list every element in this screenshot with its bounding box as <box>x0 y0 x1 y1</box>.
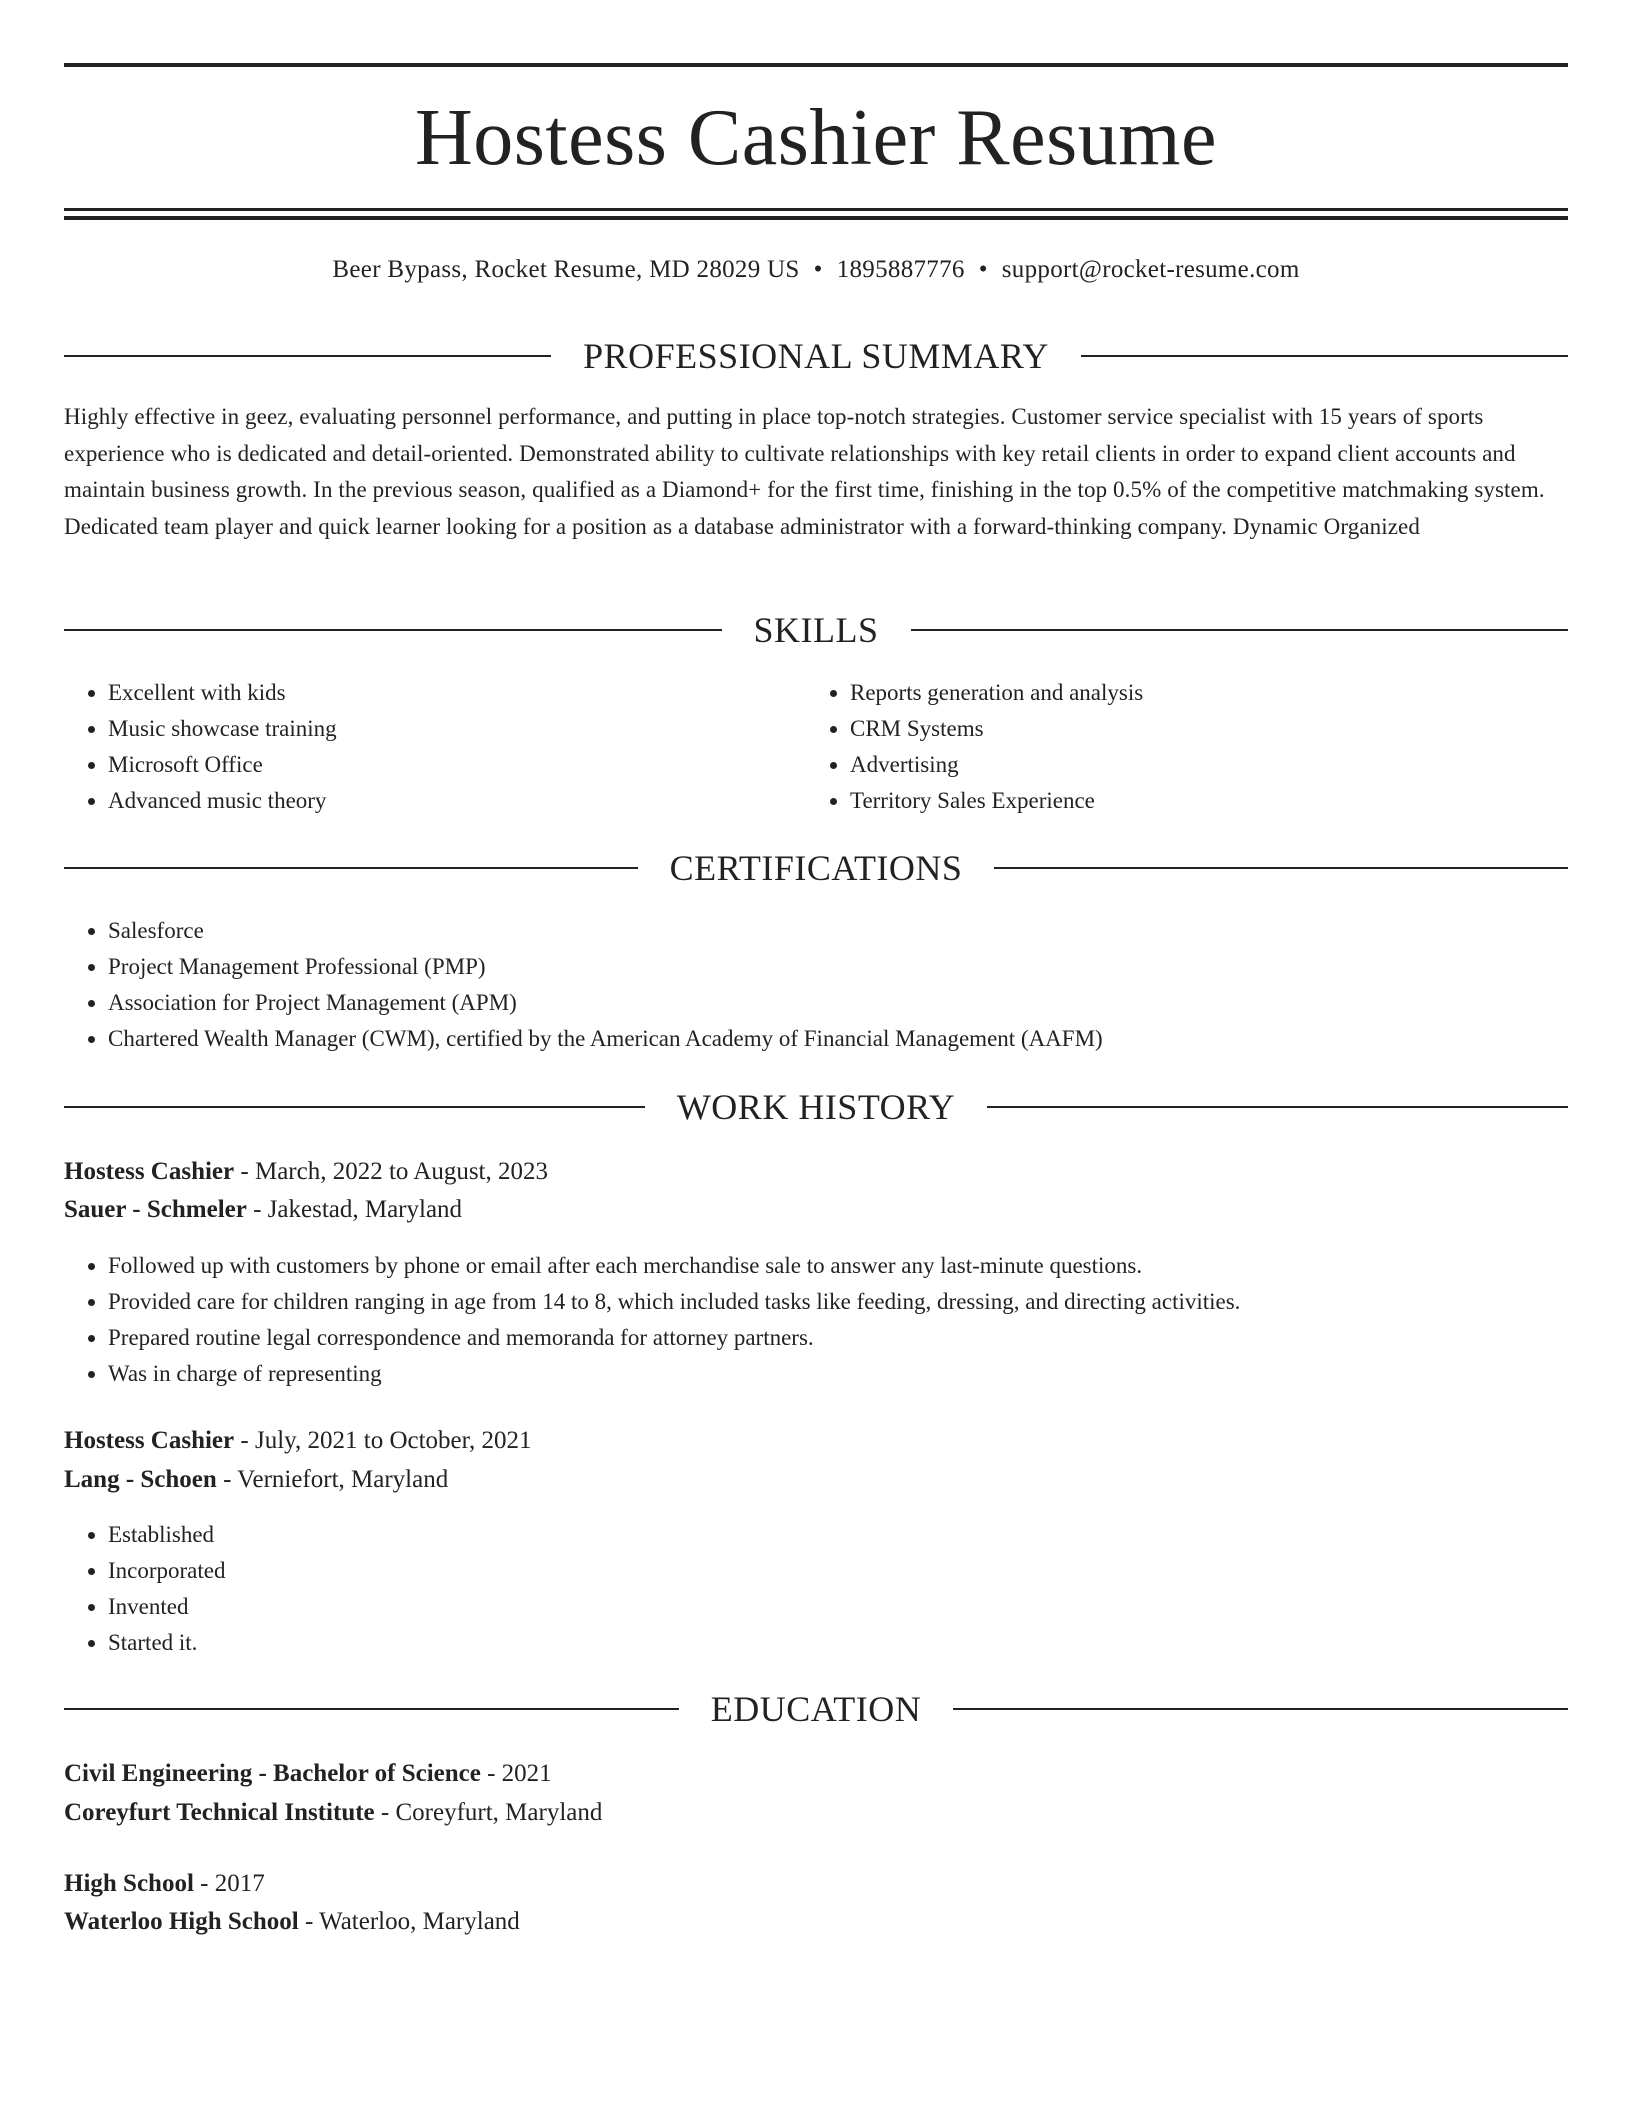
job-title-line <box>64 1422 1568 1460</box>
job-company-line <box>64 1461 1568 1499</box>
divider-line <box>64 1708 679 1710</box>
certification-item: • Salesforce <box>108 913 1568 949</box>
job-duty-item: • Was in charge of representing <box>108 1356 1568 1392</box>
job-title: Hostess Cashier <box>64 1427 235 1454</box>
contact-line <box>64 252 1568 288</box>
job-company: Lang - Schoen <box>64 1466 217 1493</box>
section-title: PROFESSIONAL SUMMARY <box>583 336 1049 376</box>
skills-column-left <box>64 675 806 819</box>
certification-item: • Association for Project Management (APM) <box>108 985 1568 1021</box>
section-header-summary <box>64 332 1568 380</box>
job-title-line <box>64 1153 1568 1191</box>
contact-address: Beer Bypass, Rocket Resume, MD 28029 US <box>332 256 800 283</box>
job-duties-list <box>64 1517 1568 1661</box>
section-title: SKILLS <box>753 610 879 650</box>
certifications-list <box>64 913 1568 1057</box>
skills-list <box>64 675 1568 819</box>
skill-item: • Music showcase training <box>108 711 806 747</box>
top-rule <box>64 63 1568 67</box>
skill-item: • CRM Systems <box>850 711 1548 747</box>
skill-item: • Advertising <box>850 747 1548 783</box>
certification-item: • Project Management Professional (PMP) <box>108 949 1568 985</box>
job-duty-item: • Prepared routine legal correspondence and memoranda for attorney partners. <box>108 1320 1568 1356</box>
education-degree: Civil Engineering - Bachelor of Science <box>64 1760 481 1787</box>
section-header-education <box>64 1685 1568 1733</box>
education-school: Coreyfurt Technical Institute <box>64 1799 375 1826</box>
education-year: - 2017 <box>193 1870 265 1897</box>
job-duty-item: • Provided care for children ranging in age from 14 to 8, which included tasks like feeding, dressing, and directing activities. <box>108 1284 1568 1320</box>
contact-email: support@rocket-resume.com <box>1001 256 1300 283</box>
divider-line <box>1081 355 1568 357</box>
job-location: - Verniefort, Maryland <box>216 1466 449 1493</box>
skill-item: • Reports generation and analysis <box>850 675 1548 711</box>
contact-phone: 1895887776 <box>836 256 965 283</box>
skill-item: • Excellent with kids <box>108 675 806 711</box>
job-duties-list <box>64 1248 1568 1392</box>
divider-line <box>911 629 1569 631</box>
job-duty-item: • Invented <box>108 1589 1568 1625</box>
certification-item: • Chartered Wealth Manager (CWM), certified by the American Academy of Financial Management (AAFM) <box>108 1021 1568 1057</box>
job-location: - Jakestad, Maryland <box>246 1196 463 1223</box>
divider-line <box>64 355 551 357</box>
job-duty-item: • Incorporated <box>108 1553 1568 1589</box>
divider-line <box>953 1708 1568 1710</box>
job-duty-item: • Started it. <box>108 1625 1568 1661</box>
skill-item: • Advanced music theory <box>108 783 806 819</box>
job-dates: - July, 2021 to October, 2021 <box>234 1427 532 1454</box>
summary-text: Highly effective in geez, evaluating personnel performance, and putting in place top-notch strategies. Customer service specialist with 15 years of sports experience who is dedicated and detail-oriented. Demonstrated ability to cultivate relationships with key retail clients in order to expand client accounts and maintain business growth. In the previous season, qualified as a Diamond+ for the first time, finishing in the top 0.5% of the competitive matchmaking system. Dedicated team player and quick learner looking for a position as a database administrator with a forward-thinking company. Dynamic Organized <box>64 404 1545 539</box>
divider-line <box>64 629 722 631</box>
divider-line <box>987 1106 1568 1108</box>
divider-line <box>64 867 638 869</box>
education-degree: High School <box>64 1870 194 1897</box>
job-dates: - March, 2022 to August, 2023 <box>234 1158 549 1185</box>
section-title: CERTIFICATIONS <box>669 848 963 888</box>
section-header-work-history <box>64 1083 1568 1131</box>
section-header-skills <box>64 606 1568 654</box>
education-location: - Waterloo, Maryland <box>298 1908 520 1935</box>
job-duty-item: • Established <box>108 1517 1568 1553</box>
job-title: Hostess Cashier <box>64 1158 235 1185</box>
resume-title: Hostess Cashier Resume <box>414 94 1217 182</box>
title-double-rule <box>64 208 1568 220</box>
education-location: - Coreyfurt, Maryland <box>374 1799 603 1826</box>
education-year: - 2021 <box>480 1760 552 1787</box>
job-company: Sauer - Schmeler <box>64 1196 247 1223</box>
education-school-line <box>64 1794 1568 1832</box>
section-title: WORK HISTORY <box>676 1087 956 1127</box>
divider-line <box>994 867 1568 869</box>
contact-separator: • <box>813 256 823 283</box>
contact-separator: • <box>978 256 988 283</box>
education-degree-line <box>64 1755 1568 1793</box>
skill-item: • Territory Sales Experience <box>850 783 1548 819</box>
skills-column-right <box>806 675 1548 819</box>
education-school: Waterloo High School <box>64 1908 299 1935</box>
education-school-line <box>64 1903 1568 1941</box>
education-degree-line <box>64 1865 1568 1903</box>
skill-item: • Microsoft Office <box>108 747 806 783</box>
section-header-certifications <box>64 844 1568 892</box>
divider-line <box>64 1106 645 1108</box>
section-title: EDUCATION <box>710 1689 922 1729</box>
job-company-line <box>64 1191 1568 1229</box>
job-duty-item: • Followed up with customers by phone or email after each merchandise sale to answer any last-minute questions. <box>108 1248 1568 1284</box>
